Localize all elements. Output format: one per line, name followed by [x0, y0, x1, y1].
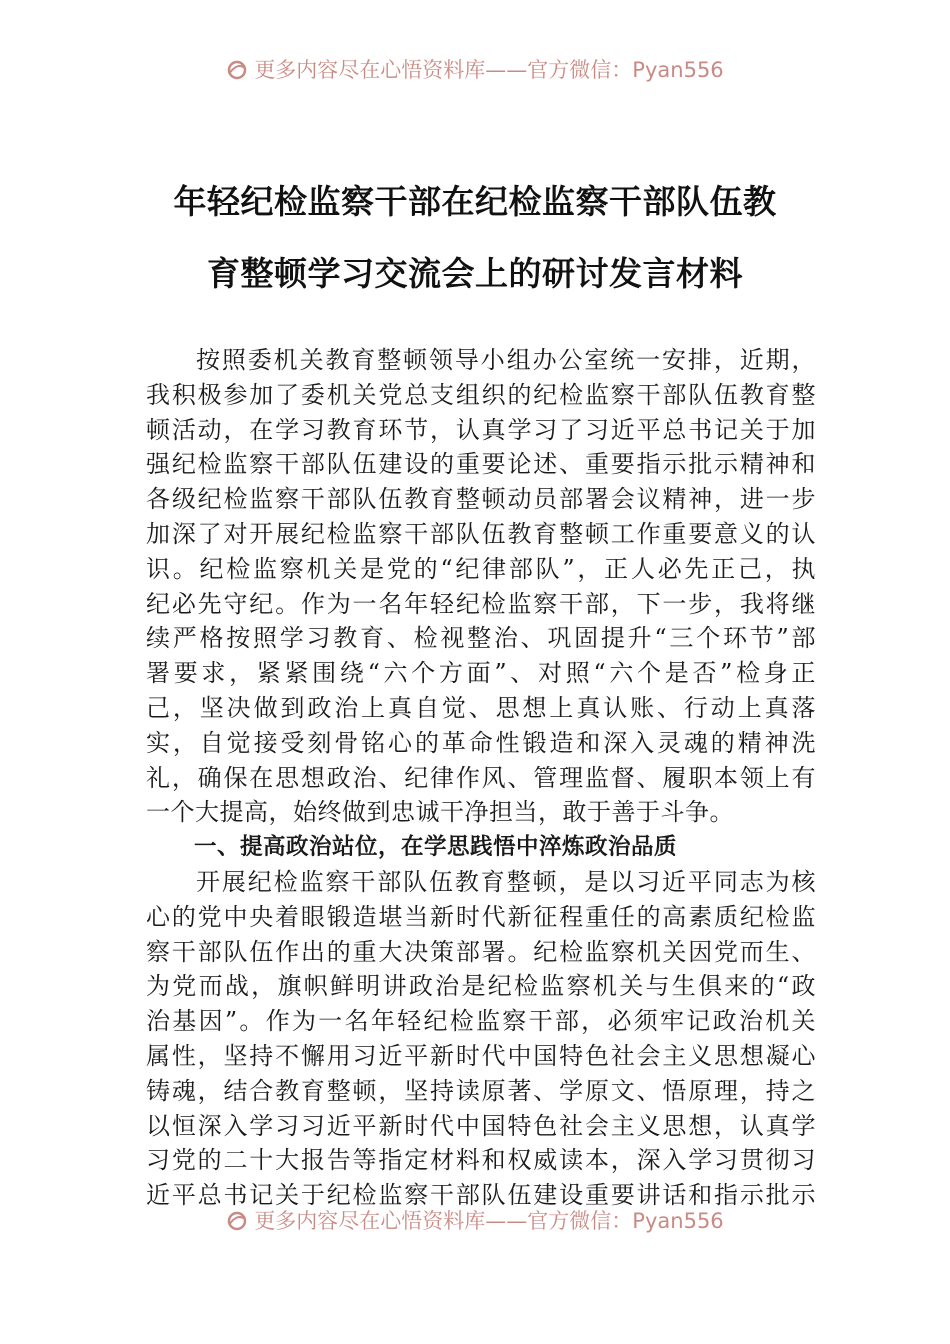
watermark-text: 更多内容尽在心悟资料库——官方微信：Pyan556 — [254, 1209, 724, 1233]
body-line: 己，坚决做到政治上真自觉、思想上真认账、行动上真落 — [146, 693, 816, 722]
body-line: 强纪检监察干部队伍建设的重要论述、重要指示批示精神和 — [146, 450, 816, 479]
body-line: 续严格按照学习教育、检视整治、巩固提升“三个环节”部 — [146, 624, 816, 653]
body-line: 为党而战，旗帜鲜明讲政治是纪检监察机关与生俱来的“政 — [146, 972, 816, 1001]
body-line: 纪必先守纪。作为一名年轻纪检监察干部，下一步，我将继 — [146, 589, 816, 618]
body-line: 近平总书记关于纪检监察干部队伍建设重要讲话和指示批示 — [146, 1181, 816, 1210]
body-line: 铸魂，结合教育整顿，坚持读原著、学原文、悟原理，持之 — [146, 1076, 816, 1105]
body-line: 顿活动，在学习教育环节，认真学习了习近平总书记关于加 — [146, 415, 816, 444]
body-line: 我积极参加了委机关党总支组织的纪检监察干部队伍教育整 — [146, 380, 816, 409]
body-line: 察干部队伍作出的重大决策部署。纪检监察机关因党而生、 — [146, 937, 816, 966]
body-line: 治基因”。作为一名年轻纪检监察干部，必须牢记政治机关 — [146, 1007, 816, 1036]
body-line: 实，自觉接受刻骨铭心的革命性锻造和深入灵魂的精神洗 — [146, 728, 816, 757]
body-line: 署要求，紧紧围绕“六个方面”、对照“六个是否”检身正 — [146, 659, 816, 688]
body-line: 各级纪检监察干部队伍教育整顿动员部署会议精神，进一步 — [146, 485, 816, 514]
watermark-header — [0, 55, 950, 85]
body-line: 加深了对开展纪检监察干部队伍教育整顿工作重要意义的认 — [146, 519, 816, 548]
body-line: 习党的二十大报告等指定材料和权威读本，深入学习贯彻习 — [146, 1146, 816, 1175]
body-line: 识。纪检监察机关是党的“纪律部队”，正人必先正己，执 — [146, 554, 816, 583]
body-line: 按照委机关教育整顿领导小组办公室统一安排，近期， — [196, 346, 816, 374]
watermark-text: 更多内容尽在心悟资料库——官方微信：Pyan556 — [254, 58, 724, 82]
watermark-logo-icon — [226, 59, 248, 81]
document-title-line-1: 年轻纪检监察干部在纪检监察干部队伍教 — [173, 182, 777, 221]
section-heading: 一、提高政治站位，在学思践悟中淬炼政治品质 — [194, 834, 678, 861]
document-title-line-2: 育整顿学习交流会上的研讨发言材料 — [207, 254, 743, 293]
body-line: 礼，确保在思想政治、纪律作风、管理监督、履职本领上有 — [146, 763, 816, 792]
body-line: 以恒深入学习习近平新时代中国特色社会主义思想，认真学 — [146, 1111, 816, 1140]
body-line: 一个大提高，始终做到忠诚干净担当，敢于善于斗争。 — [146, 798, 734, 827]
document-body — [146, 343, 816, 1213]
body-line: 心的党中央着眼锻造堪当新时代新征程重任的高素质纪检监 — [146, 902, 816, 931]
watermark-footer — [0, 1206, 950, 1236]
watermark-logo-icon — [226, 1210, 248, 1232]
body-line: 开展纪检监察干部队伍教育整顿，是以习近平同志为核 — [196, 867, 816, 896]
body-line: 属性，坚持不懈用习近平新时代中国特色社会主义思想凝心 — [146, 1041, 816, 1070]
